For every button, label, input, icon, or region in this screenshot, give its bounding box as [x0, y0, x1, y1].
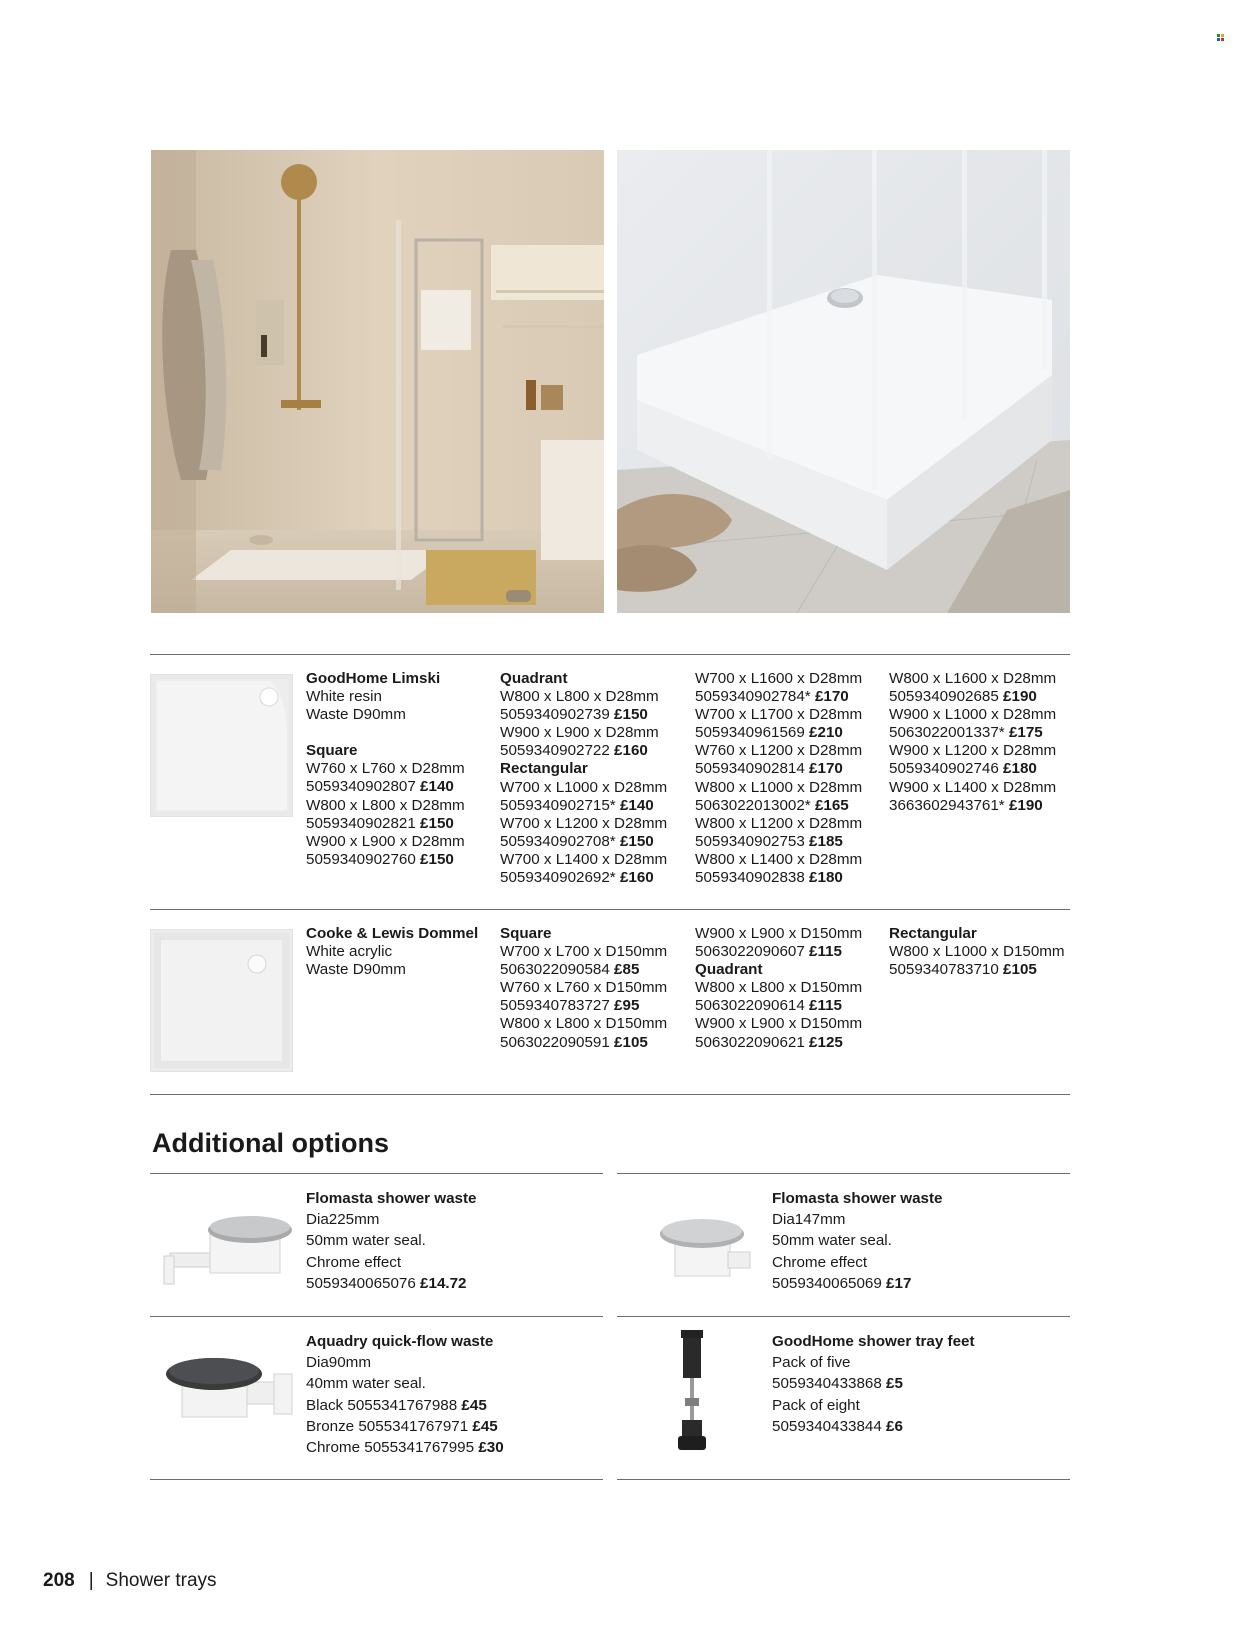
item-line: 40mm water seal. [306, 1375, 426, 1393]
product-code: 5059340783727 [500, 997, 610, 1015]
divider-add-1l [150, 1173, 603, 1174]
item-line: 50mm water seal. [306, 1232, 426, 1250]
price: £115 [809, 943, 842, 961]
size-spec: W700 x L1400 x D28mm [500, 850, 668, 868]
product-code: 5063022090621 [695, 1033, 805, 1051]
product-code: 5063022090584 [500, 961, 610, 979]
size-spec: W900 x L900 x D150mm [695, 925, 863, 942]
product-code-row [500, 997, 667, 1015]
price: £170 [814, 688, 849, 706]
price: £95 [614, 997, 640, 1015]
item-price: £14.72 [420, 1274, 467, 1292]
shape-header: Rectangular [889, 925, 977, 942]
product-material: White resin [306, 688, 382, 706]
product-code: 5059340902722 [500, 742, 610, 760]
price: £175 [1008, 724, 1043, 742]
product-code-row [500, 833, 667, 851]
item-code-row [306, 1273, 477, 1294]
product-material: White acrylic [306, 943, 393, 961]
item-code: 5059340065076 [306, 1274, 416, 1292]
dommel-tray-thumbnail [150, 929, 293, 1072]
size-spec: W700 x L1600 x D28mm [695, 670, 863, 687]
product-code: 5059340902807 [306, 778, 416, 796]
item-code-row [306, 1437, 504, 1458]
item-code: 5055341767995 [364, 1439, 475, 1457]
price: £150 [614, 706, 648, 724]
price: £180 [1003, 760, 1037, 778]
product-code-row [306, 815, 465, 833]
item-variant: Bronze [306, 1417, 355, 1435]
product-code-row [695, 833, 862, 851]
price: £180 [809, 869, 843, 887]
aquadry-waste-image [162, 1352, 297, 1432]
product-code: 5063022090614 [695, 997, 805, 1015]
item-name: Aquadry quick-flow waste [306, 1333, 494, 1350]
bathroom-photo [151, 150, 604, 613]
item-price: £45 [461, 1396, 487, 1414]
limski-description [306, 670, 465, 869]
size-spec: W700 x L1700 x D28mm [695, 706, 863, 724]
divider-add-1r [617, 1173, 1070, 1174]
additional-item-3 [306, 1331, 504, 1458]
shape-header: Quadrant [695, 961, 763, 979]
product-code-row [889, 688, 1056, 706]
price: £105 [614, 1033, 648, 1051]
size-spec: W760 x L760 x D150mm [500, 979, 668, 997]
price: £150 [420, 850, 454, 868]
product-code: 5059340902708* [500, 832, 616, 850]
price: £85 [614, 961, 640, 979]
size-spec: W900 x L1000 x D28mm [889, 706, 1057, 724]
size-spec: W700 x L1200 x D28mm [500, 814, 668, 832]
size-spec: W800 x L800 x D28mm [306, 796, 465, 814]
item-name: Flomasta shower waste [772, 1190, 943, 1207]
product-code: 5063022001337* [889, 724, 1005, 742]
product-code-row [889, 961, 1065, 979]
product-code: 5059340902760 [306, 850, 416, 868]
product-code-row [695, 724, 862, 742]
item-price: £45 [472, 1417, 498, 1435]
product-code-row [695, 869, 862, 887]
price: £165 [814, 796, 849, 814]
product-code: 5063022013002* [695, 796, 811, 814]
item-name: GoodHome shower tray feet [772, 1333, 975, 1350]
product-code-row [500, 869, 667, 887]
item-line: Pack of five [772, 1354, 851, 1372]
additional-item-2 [772, 1188, 943, 1294]
product-code-row [500, 706, 667, 724]
item-line: Dia225mm [306, 1211, 380, 1229]
price: £185 [809, 832, 843, 850]
size-spec: W800 x L1000 x D28mm [695, 778, 863, 796]
section-name: Shower trays [105, 1570, 217, 1591]
product-code-row [889, 760, 1056, 778]
product-code: 5059340783710 [889, 961, 999, 979]
item-line: Chrome effect [772, 1253, 868, 1271]
limski-quadrant-rectangular-list [500, 670, 667, 887]
product-code-row [500, 742, 667, 760]
product-code-row [500, 961, 667, 979]
item-code: 5059340433844 [772, 1417, 882, 1435]
size-spec: W800 x L800 x D28mm [500, 688, 659, 706]
product-code: 5063022090591 [500, 1033, 610, 1051]
additional-item-4 [772, 1331, 975, 1437]
limski-tray-thumbnail [150, 674, 293, 817]
product-code-row [889, 797, 1056, 815]
product-code: 5059340902685 [889, 688, 999, 706]
divider-top [150, 654, 1070, 655]
price: £190 [1003, 688, 1037, 706]
product-code: 5063022090607 [695, 943, 805, 961]
price: £170 [809, 760, 843, 778]
product-code: 5059340902753 [695, 832, 805, 850]
divider-add-2r [617, 1316, 1070, 1317]
product-code: 5059340961569 [695, 724, 805, 742]
limski-square-list [306, 742, 465, 869]
limski-rectangular-list-2 [695, 670, 862, 887]
size-spec: W800 x L800 x D150mm [500, 1015, 668, 1033]
item-code: 5055341767988 [347, 1396, 458, 1414]
product-code: 5059340902814 [695, 760, 805, 778]
product-code: 5059340902746 [889, 760, 999, 778]
additional-item-1 [306, 1188, 477, 1294]
limski-rectangular-list-3 [889, 670, 1056, 815]
product-code: 5059340902838 [695, 869, 805, 887]
item-price: £30 [478, 1439, 504, 1457]
item-price: £6 [886, 1417, 903, 1435]
product-code-row [695, 943, 862, 961]
size-spec: W760 x L760 x D28mm [306, 760, 465, 778]
product-code: 5059340902784* [695, 688, 811, 706]
product-code-row [306, 778, 465, 796]
size-spec: W900 x L1200 x D28mm [889, 742, 1057, 760]
price: £150 [420, 814, 454, 832]
size-spec: W800 x L1200 x D28mm [695, 814, 863, 832]
price: £140 [420, 778, 454, 796]
product-code: 5059340902715* [500, 796, 616, 814]
product-code-row [889, 724, 1056, 742]
size-spec: W700 x L1000 x D28mm [500, 778, 668, 796]
product-name: Cooke & Lewis Dommel [306, 925, 479, 942]
flomasta-waste-147-image [650, 1212, 760, 1290]
size-spec: W900 x L900 x D150mm [695, 1015, 863, 1033]
price: £140 [619, 796, 654, 814]
product-code-row [695, 688, 862, 706]
item-line: Chrome effect [306, 1253, 402, 1271]
size-spec: W800 x L800 x D150mm [695, 979, 863, 997]
price: £125 [809, 1033, 843, 1051]
footer-separator: | [88, 1570, 94, 1591]
page-footer [43, 1570, 217, 1592]
additional-options-title: Additional options [152, 1128, 389, 1158]
price: £105 [1003, 961, 1037, 979]
price: £210 [809, 724, 843, 742]
item-variant: Chrome [306, 1439, 361, 1457]
dommel-quadrant-list [695, 925, 862, 1052]
divider-add-2l [150, 1316, 603, 1317]
shape-header: Quadrant [500, 670, 568, 687]
item-code-row [306, 1416, 504, 1437]
price: £160 [619, 869, 654, 887]
size-spec: W800 x L1600 x D28mm [889, 670, 1057, 687]
dommel-square-list [500, 925, 667, 1052]
item-code-row [772, 1416, 975, 1437]
item-code-row [306, 1395, 504, 1416]
product-code-row [500, 797, 667, 815]
product-waste: Waste D90mm [306, 706, 406, 724]
dommel-description [306, 925, 478, 979]
product-name: GoodHome Limski [306, 670, 441, 687]
page-number: 208 [43, 1570, 75, 1591]
brand-mark [1217, 34, 1224, 41]
size-spec: W700 x L700 x D150mm [500, 943, 668, 961]
product-code-row [695, 797, 862, 815]
divider-add-3r [617, 1479, 1070, 1480]
product-code: 5059340902739 [500, 706, 610, 724]
product-code-row [500, 1034, 667, 1052]
divider-mid [150, 909, 1070, 910]
flomasta-waste-225-image [160, 1208, 295, 1293]
product-waste: Waste D90mm [306, 961, 406, 979]
item-line: Pack of eight [772, 1396, 860, 1414]
tray-feet-image [672, 1330, 712, 1452]
item-variant: Black [306, 1396, 344, 1414]
product-code: 3663602943761* [889, 796, 1005, 814]
product-code-row [306, 851, 465, 869]
shape-header: Square [500, 925, 552, 942]
item-code-row [772, 1373, 975, 1394]
size-spec: W800 x L1400 x D28mm [695, 850, 863, 868]
product-code: 5059340902821 [306, 814, 416, 832]
item-code: 5055341767971 [358, 1417, 469, 1435]
shower-tray-photo [617, 150, 1070, 613]
price: £160 [614, 742, 648, 760]
item-price: £5 [886, 1375, 903, 1393]
item-price: £17 [886, 1274, 912, 1292]
item-code: 5059340065069 [772, 1274, 882, 1292]
item-code: 5059340433868 [772, 1375, 882, 1393]
product-code-row [695, 1034, 862, 1052]
divider-bottom [150, 1094, 1070, 1095]
product-code: 5059340902692* [500, 869, 616, 887]
size-spec: W800 x L1000 x D150mm [889, 943, 1065, 961]
item-name: Flomasta shower waste [306, 1190, 477, 1207]
price: £190 [1008, 796, 1043, 814]
item-code-row [772, 1273, 943, 1294]
price: £115 [809, 997, 842, 1015]
product-code-row [695, 760, 862, 778]
shape-header: Square [306, 742, 358, 760]
item-line: Dia90mm [306, 1354, 371, 1372]
price: £150 [619, 832, 654, 850]
item-line: 50mm water seal. [772, 1232, 892, 1250]
dommel-rectangular-list [889, 925, 1065, 979]
size-spec: W900 x L900 x D28mm [306, 832, 465, 850]
shape-header: Rectangular [500, 760, 588, 778]
divider-add-3l [150, 1479, 603, 1480]
product-code-row [695, 997, 862, 1015]
item-line: Dia147mm [772, 1211, 846, 1229]
size-spec: W900 x L900 x D28mm [500, 724, 659, 742]
size-spec: W760 x L1200 x D28mm [695, 742, 863, 760]
size-spec: W900 x L1400 x D28mm [889, 778, 1057, 796]
